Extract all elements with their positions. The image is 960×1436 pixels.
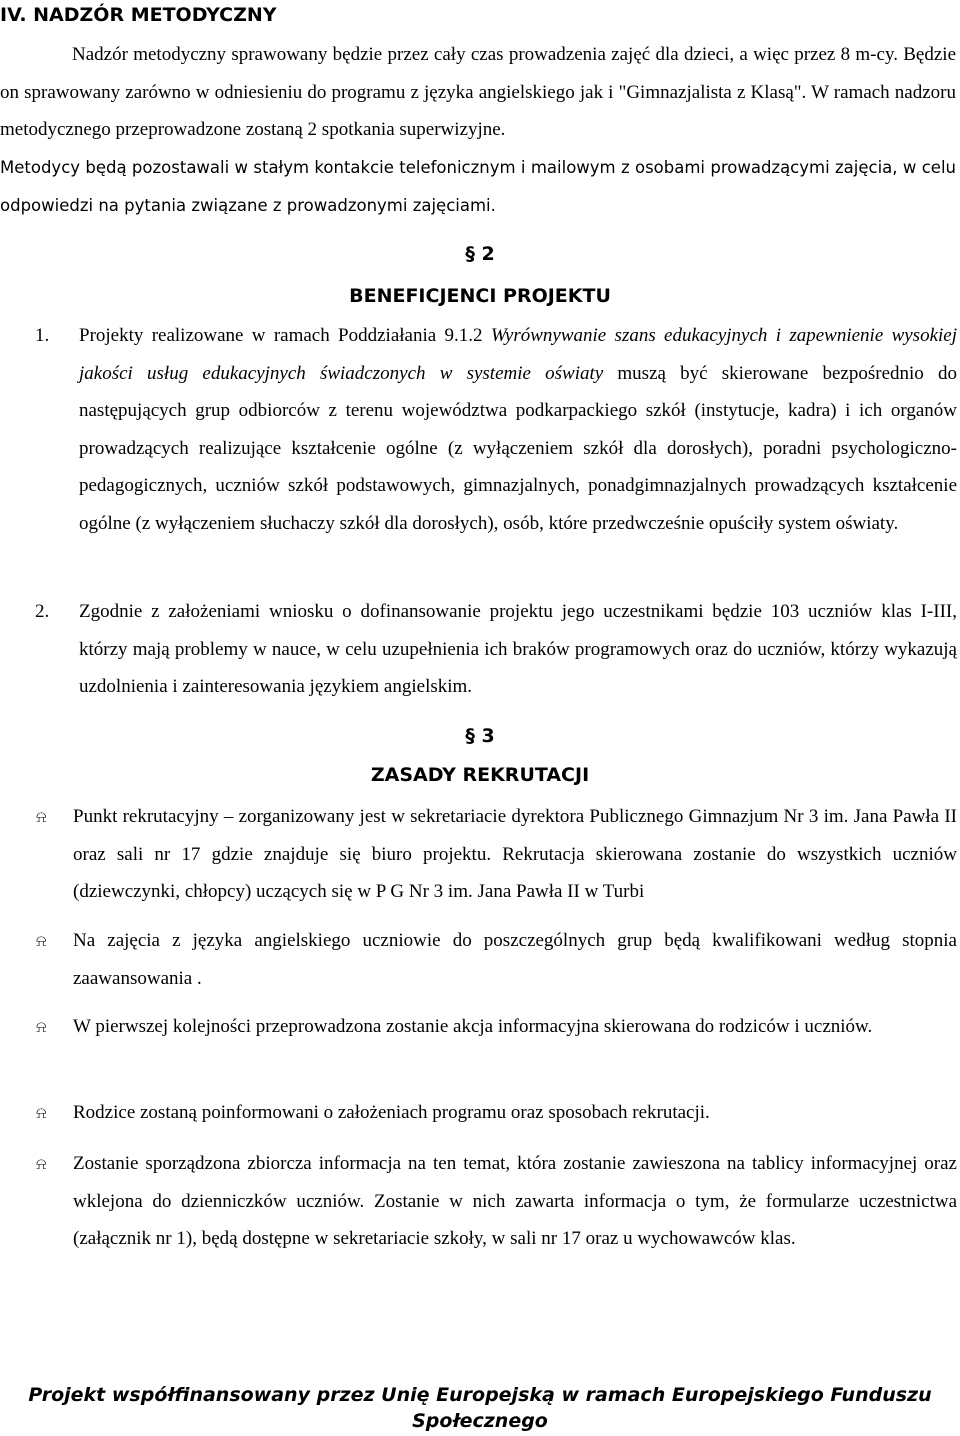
bullet-text: Rodzice zostaną poinformowani o założeniach programu oraz sposobach rekrutacji. xyxy=(73,1102,710,1123)
section-number-2: § 2 xyxy=(465,243,495,265)
item-number: 2. xyxy=(35,601,50,622)
bell-symbol-icon: ⍾ xyxy=(36,1017,47,1036)
bell-symbol-icon: ⍾ xyxy=(36,931,47,950)
bell-symbol-icon: ⍾ xyxy=(36,807,47,826)
footer-line: Projekt współfinansowany przez Unię Europejską w ramach Europejskiego Funduszu xyxy=(28,1384,932,1406)
bell-symbol-icon: ⍾ xyxy=(36,1154,47,1173)
item-text xyxy=(79,317,957,542)
bullet-text: Punkt rekrutacyjny – zorganizowany jest w sekretariacie dyrektora Publicznego Gimnazjum Nr 3 im. Jana Pawła II oraz sali nr 17 gdzie znajduje się biuro projektu. Rekrutacja skierowana zostanie do wszystkich uczniów (dziewczynki, chłopcy) uczących się w P G Nr 3 im. Jana Pawła II w Turbi xyxy=(73,806,957,902)
section-title-beneficjenci: BENEFICJENCI PROJEKTU xyxy=(349,285,611,307)
item-text-part: Projekty realizowane w ramach Poddziałania 9.1.2 xyxy=(79,325,491,346)
item-text-italic: Wyrównywanie szans edukacyjnych i zapewnienie wysokiej jakości usług edukacyjnych świadczonych w systemie oświaty xyxy=(79,325,957,384)
bullet-text: Zostanie sporządzona zbiorcza informacja na ten temat, która zostanie zawieszona na tablicy informacyjnej oraz wklejona do dzienniczków uczniów. Zostanie w nich zawarta informacja o tym, że formularze uczestnictwa (załącznik nr 1), będą dostępne w sekretariacie szkoły, w sali nr 17 oraz u wychowawców klas. xyxy=(73,1153,957,1249)
section-heading-nadzor: IV. NADZÓR METODYCZNY xyxy=(0,4,277,26)
item-text-part: muszą być skierowane bezpośrednio do następujących grup odbiorców z terenu województwa podkarpackiego szkół (instytucje, kadra) i ich organów prowadzących realizujące kształcenie ogólne (z wyłączeniem szkół dla dorosłych), poradni psychologiczno-pedagogicznych, uczniów szkół podstawowych, gimnazjalnych, ponadgimnazjalnych prowadzących kształcenie ogólne (z wyłączeniem słuchaczy szkół dla dorosłych), osób, które przedwcześnie opuściły system oświaty. xyxy=(79,362,957,534)
paragraph-nadzor: Nadzór metodyczny sprawowany będzie przez cały czas prowadzenia zajęć dla dzieci, a więc przez 8 m-cy. Będzie on sprawowany zarówno w odniesieniu do programu z języka angielskiego jak i "Gimnazjalista z Klasą". W ramach nadzoru metodycznego przeprowadzone zostaną 2 spotkania superwizyjne. xyxy=(0,44,956,140)
item-number: 1. xyxy=(35,325,50,346)
bell-symbol-icon: ⍾ xyxy=(36,1103,47,1122)
section-title-rekrutacja: ZASADY REKRUTACJI xyxy=(370,764,590,786)
paragraph-metodycy: Metodycy będą pozostawali w stałym kontakcie telefonicznym i mailowym z osobami prowadzącymi zajęcia, w celu odpowiedzi na pytania związane z prowadzonymi zajęciami. xyxy=(0,158,956,215)
bullet-text: W pierwszej kolejności przeprowadzona zostanie akcja informacyjna skierowana do rodziców i uczniów. xyxy=(73,1016,873,1037)
bullet-text: Na zajęcia z języka angielskiego uczniowie do poszczególnych grup będą kwalifikowani według stopnia zaawansowania . xyxy=(73,930,957,989)
item-text: Zgodnie z założeniami wniosku o dofinansowanie projektu jego uczestnikami będzie 103 uczniów klas I-III, którzy mają problemy w nauce, w celu uzupełnienia ich braków programowych oraz do uczniów, którzy wykazują uzdolnienia i zainteresowania językiem angielskim. xyxy=(79,601,957,697)
footer-line: Społecznego xyxy=(412,1410,548,1432)
footer-eu-funding xyxy=(0,1382,960,1434)
section-number-3: § 3 xyxy=(465,725,495,747)
